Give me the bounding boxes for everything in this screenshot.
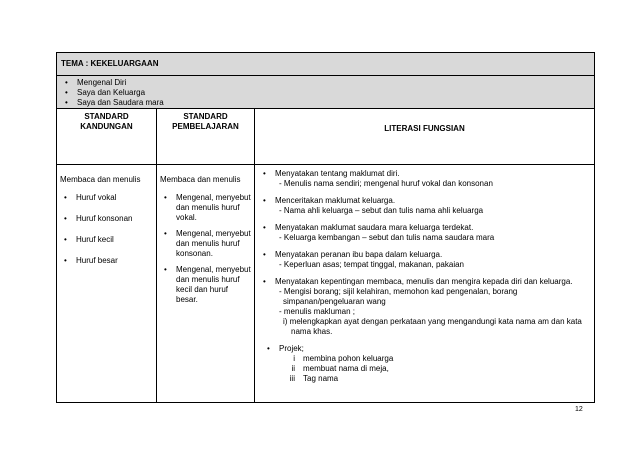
literasi-cell — [255, 165, 595, 403]
literasi-list — [259, 169, 591, 337]
line: konsonan. — [176, 249, 213, 258]
header-line: STANDARD — [183, 112, 228, 121]
projek-item — [259, 364, 591, 374]
curriculum-table — [56, 52, 595, 403]
header-line: PEMBELAJARAN — [172, 122, 239, 131]
literasi-sub: - Keluarga kembangan – sebut dan tulis nama saudara mara — [279, 233, 495, 242]
list-item — [160, 265, 251, 305]
line: • Mengenal, menyebut — [176, 265, 251, 274]
literasi-item — [259, 169, 591, 189]
projek-list — [259, 354, 591, 384]
line: • Mengenal, menyebut — [176, 193, 251, 202]
projek-num: i — [293, 354, 295, 363]
literasi-item — [259, 223, 591, 243]
header-literasi-fungsian: LITERASI FUNGSIAN — [255, 109, 595, 165]
kandungan-list — [60, 193, 153, 266]
list-item: • Huruf konsonan — [60, 214, 153, 224]
list-item — [160, 193, 251, 223]
tema-heading: TEMA : KEKELUARGAAN — [57, 53, 595, 76]
header-standard-pembelajaran — [157, 109, 255, 165]
literasi-sub: - Mengisi borang; sijil kelahiran, memohon kad pengenalan, borang — [279, 287, 518, 296]
kandungan-cell — [57, 165, 157, 403]
line: dan menulis huruf — [176, 275, 240, 284]
literasi-title: • Menyatakan maklumat saudara mara keluarga terdekat. — [275, 223, 474, 232]
literasi-title: • Menyatakan peranan ibu bapa dalam keluarga. — [275, 250, 443, 259]
line: • Mengenal, menyebut — [176, 229, 251, 238]
topic-list — [61, 78, 590, 108]
topic-list-cell — [57, 76, 595, 109]
kandungan-lead: Membaca dan menulis — [60, 175, 141, 184]
topic-item: • Saya dan Keluarga — [61, 88, 590, 98]
literasi-sub: - Keperluan asas; tempat tinggal, makanan, pakaian — [279, 260, 465, 269]
literasi-sub: simpanan/pengeluaran wang — [283, 297, 386, 306]
bullet: • — [267, 344, 270, 353]
curriculum-table-container — [56, 52, 594, 403]
projek-text: Tag nama — [303, 374, 339, 383]
literasi-item — [259, 277, 591, 337]
pembelajaran-lead: Membaca dan menulis — [160, 175, 241, 184]
line: kecil dan huruf besar. — [176, 285, 229, 304]
projek-item — [259, 354, 591, 364]
literasi-title: • Menceritakan maklumat keluarga. — [275, 196, 396, 205]
literasi-item — [259, 196, 591, 216]
literasi-sub: - menulis makluman ; — [279, 307, 356, 316]
header-line: STANDARD — [84, 112, 129, 121]
projek-text: membuat nama di meja, — [303, 364, 389, 373]
projek-item — [259, 374, 591, 384]
pembelajaran-cell — [157, 165, 255, 403]
literasi-sub: i) melengkapkan ayat dengan perkataan yang mengandungi kata nama am dan kata — [283, 317, 582, 326]
topic-item: • Saya dan Saudara mara — [61, 98, 590, 108]
pembelajaran-list — [160, 193, 251, 305]
list-item: • Huruf besar — [60, 256, 153, 266]
literasi-sub: - Nama ahli keluarga – sebut dan tulis nama ahli keluarga — [279, 206, 484, 215]
topic-item: • Mengenal Diri — [61, 78, 590, 88]
line: vokal. — [176, 213, 197, 222]
projek-title: Projek; — [279, 344, 304, 353]
list-item — [160, 229, 251, 259]
literasi-title: • Menyatakan kepentingan membaca, menulis dan mengira kepada diri dan keluarga. — [275, 277, 573, 286]
line: dan menulis huruf — [176, 239, 240, 248]
line: dan menulis huruf — [176, 203, 240, 212]
list-item: • Huruf kecil — [60, 235, 153, 245]
page-number: 12 — [575, 406, 583, 413]
literasi-title: • Menyatakan tentang maklumat diri. — [275, 169, 400, 178]
literasi-sub: nama khas. — [291, 327, 333, 336]
header-standard-kandungan — [57, 109, 157, 165]
projek-block — [259, 344, 591, 354]
projek-num: iii — [289, 374, 295, 383]
projek-num: ii — [291, 364, 295, 373]
list-item: • Huruf vokal — [60, 193, 153, 203]
projek-text: membina pohon keluarga — [303, 354, 394, 363]
literasi-item — [259, 250, 591, 270]
literasi-sub: - Menulis nama sendiri; mengenal huruf vokal dan konsonan — [279, 179, 493, 188]
header-line: KANDUNGAN — [80, 122, 133, 131]
